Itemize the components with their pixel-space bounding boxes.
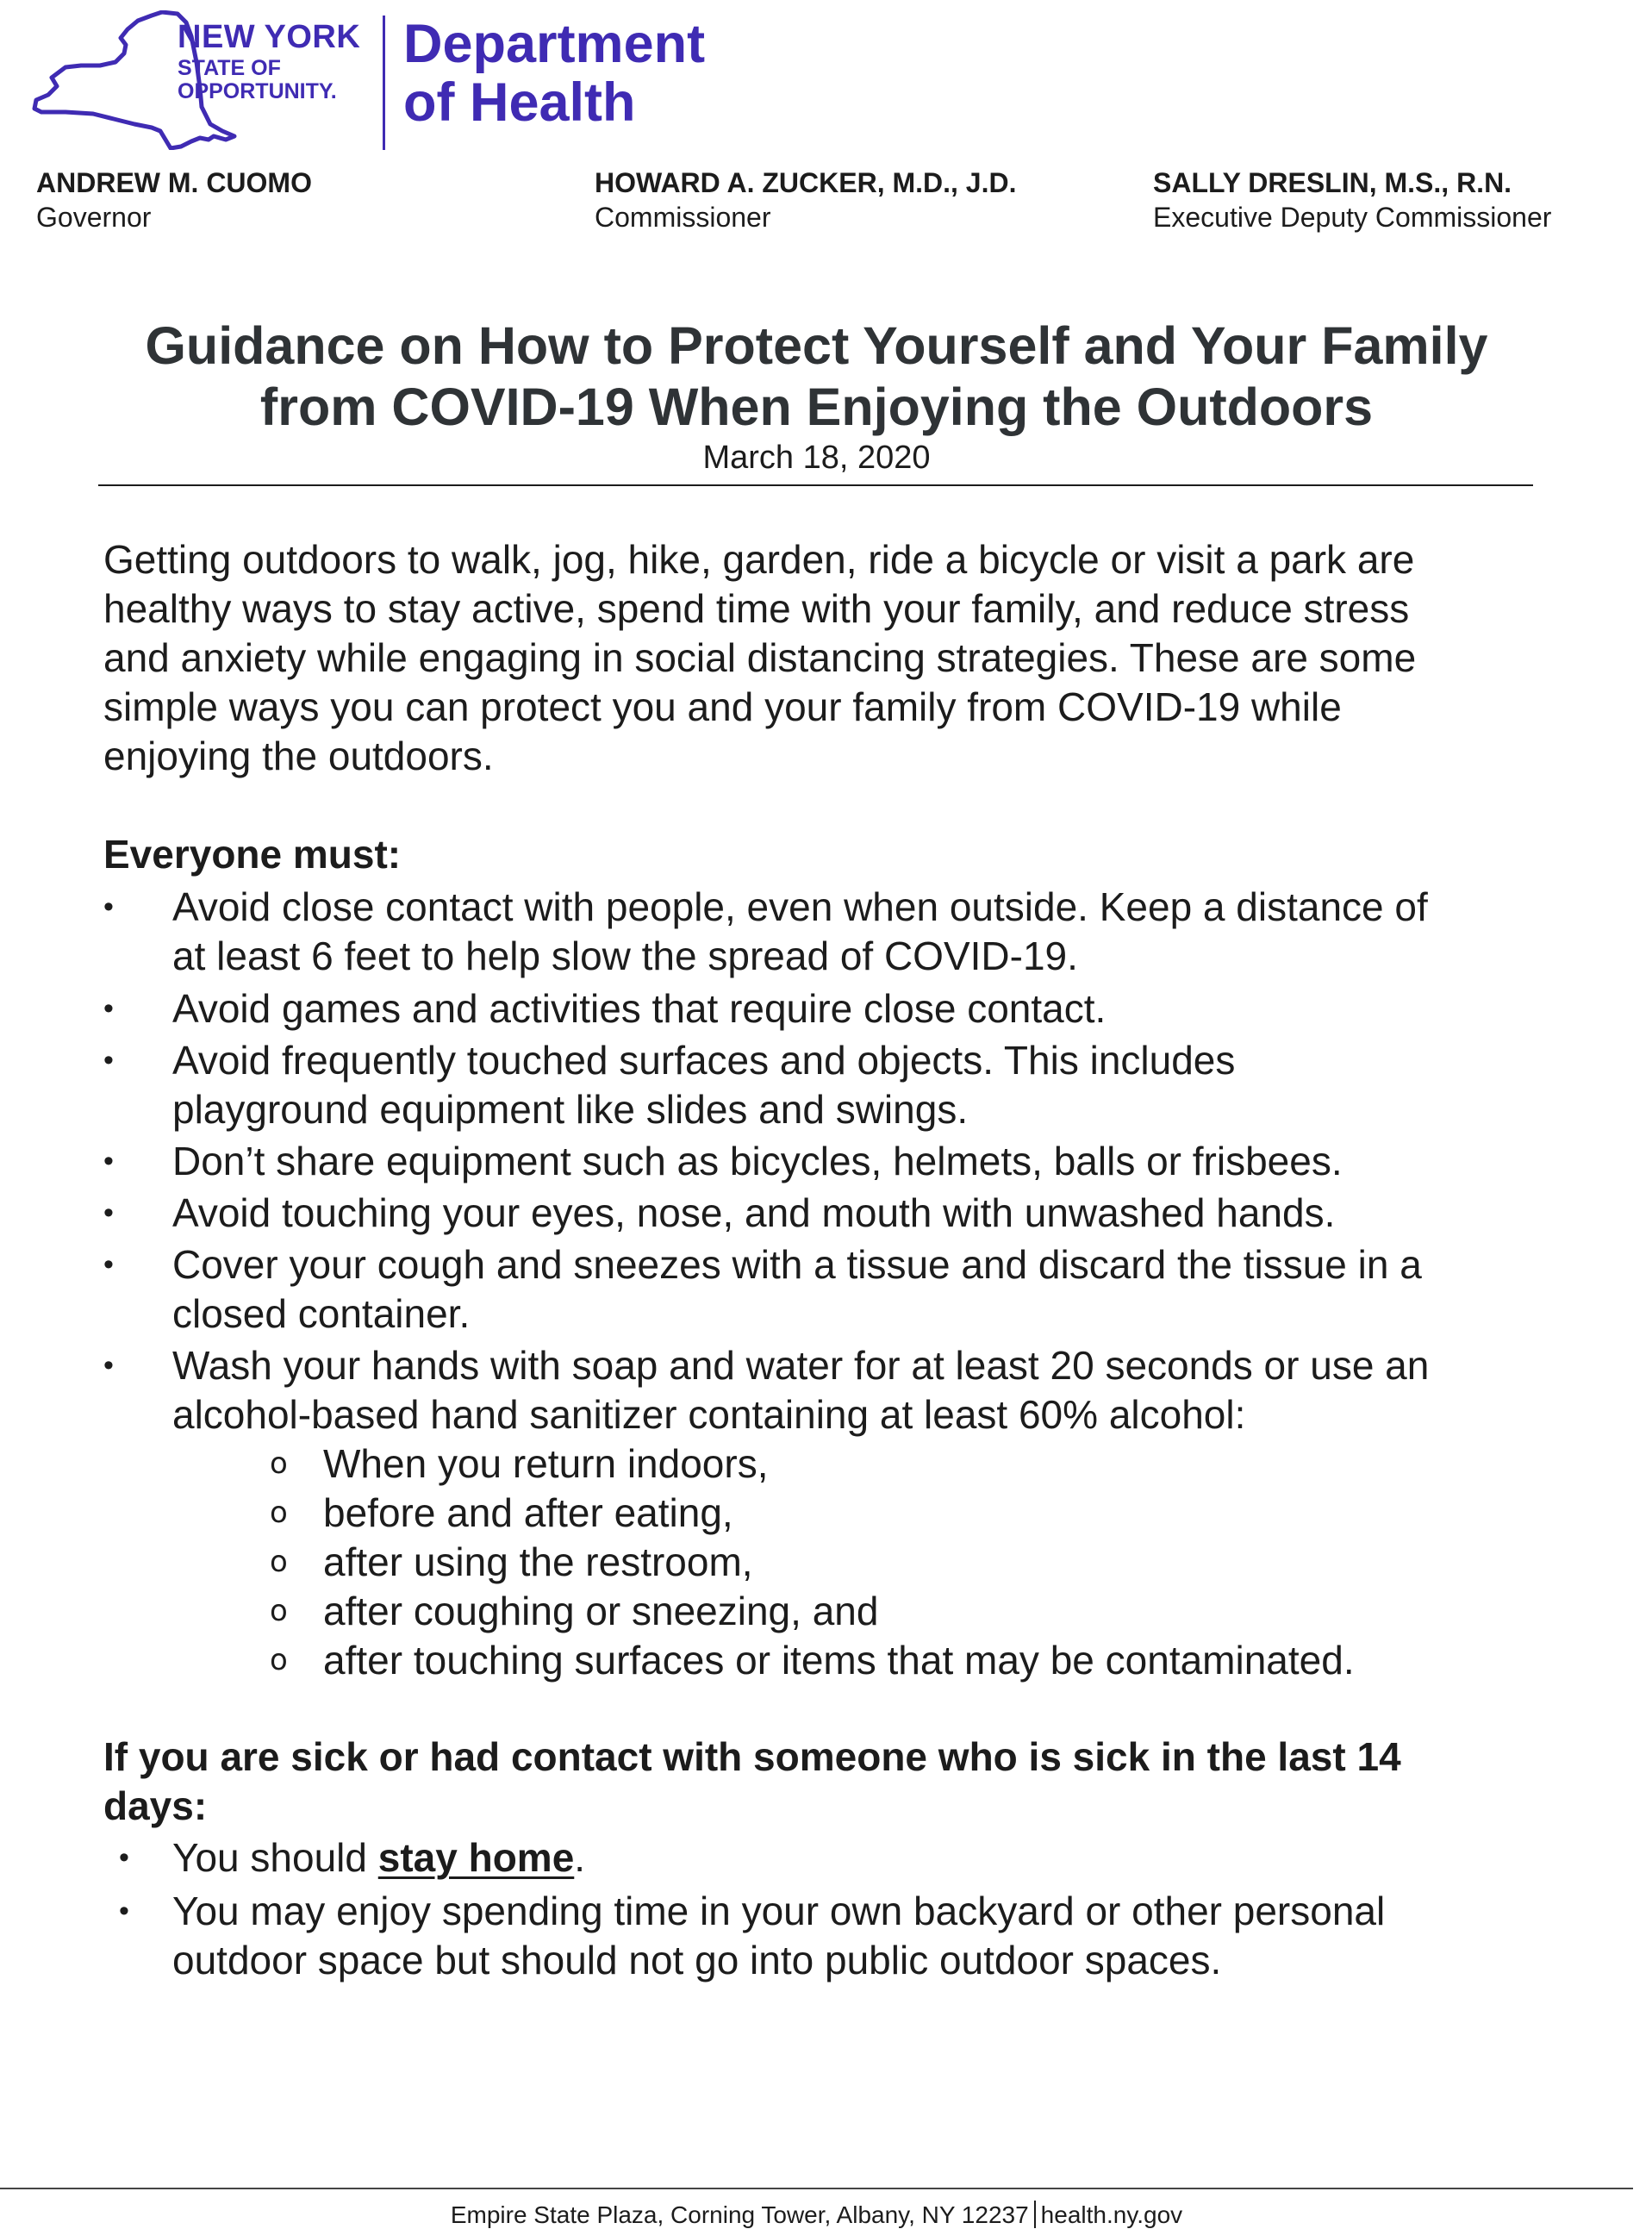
official-2-title: Commissioner <box>595 202 771 233</box>
intro-line: enjoying the outdoors. <box>103 734 494 778</box>
footer-divider <box>0 2188 1633 2189</box>
handwash-sub-item-4: after coughing or sneezing, and <box>323 1589 879 1633</box>
hollow-bullet-icon: o <box>270 1643 288 1677</box>
hollow-bullet-icon: o <box>270 1495 288 1530</box>
everyone-item-3-cont: playground equipment like slides and swings. <box>172 1087 969 1132</box>
intro-line: simple ways you can protect you and your family from COVID-19 while <box>103 684 1342 729</box>
stay-home-link[interactable]: stay home <box>377 1835 575 1880</box>
intro-line: Getting outdoors to walk, jog, hike, garden, ride a bicycle or visit a park are <box>103 537 1415 582</box>
department-name-line2: of Health <box>403 72 636 133</box>
everyone-item-4: Don’t share equipment such as bicycles, helmets, balls or frisbees. <box>172 1139 1343 1183</box>
document-title-line1: Guidance on How to Protect Yourself and Your Family <box>145 316 1488 375</box>
logo-state-of-text: STATE OF <box>178 56 281 80</box>
hollow-bullet-icon: o <box>270 1594 288 1628</box>
everyone-heading: Everyone must: <box>103 832 402 877</box>
handwash-sub-item-2: before and after eating, <box>323 1490 733 1535</box>
footer <box>0 2201 1633 2229</box>
bullet-icon: • <box>103 1196 114 1229</box>
hollow-bullet-icon: o <box>270 1545 288 1579</box>
nys-logo <box>31 10 393 150</box>
intro-line: and anxiety while engaging in social distancing strategies. These are some <box>103 635 1417 680</box>
everyone-item-3: Avoid frequently touched surfaces and objects. This includes <box>172 1038 1236 1083</box>
bullet-icon: • <box>103 1044 114 1077</box>
department-name-line1: Department <box>403 14 706 74</box>
logo-opportunity-text: OPPORTUNITY. <box>178 79 337 103</box>
bullet-icon: • <box>103 992 114 1025</box>
footer-address: Empire State Plaza, Corning Tower, Albany, NY 12237 <box>450 2201 1029 2228</box>
official-2-name: HOWARD A. ZUCKER, M.D., J.D. <box>595 167 1017 198</box>
official-3-name: SALLY DRESLIN, M.S., R.N. <box>1153 167 1512 198</box>
bullet-icon: • <box>103 890 114 923</box>
hollow-bullet-icon: o <box>270 1446 288 1481</box>
logo-new-york-text: NEW YORK <box>178 19 361 55</box>
bullet-icon: • <box>103 1145 114 1177</box>
everyone-item-6-cont: closed container. <box>172 1291 471 1336</box>
everyone-item-1: Avoid close contact with people, even when outside. Keep a distance of <box>172 884 1428 929</box>
sick-item-1-suffix: . <box>574 1835 586 1880</box>
title-divider <box>98 484 1533 486</box>
document-date: March 18, 2020 <box>702 440 931 476</box>
bullet-icon: • <box>119 1841 129 1874</box>
everyone-item-6: Cover your cough and sneezes with a tissue and discard the tissue in a <box>172 1242 1422 1287</box>
footer-website-link[interactable]: health.ny.gov <box>1040 2201 1183 2228</box>
handwash-sub-item-1: When you return indoors, <box>323 1441 769 1486</box>
sick-item-2: You may enjoy spending time in your own backyard or other personal <box>172 1889 1386 1933</box>
handwash-sub-item-5: after touching surfaces or items that may be contaminated. <box>323 1638 1355 1683</box>
sick-item-2-cont: outdoor space but should not go into public outdoor spaces. <box>172 1938 1222 1982</box>
sick-item-1-prefix: You should <box>172 1835 378 1880</box>
logo-divider <box>383 16 385 150</box>
everyone-item-2: Avoid games and activities that require close contact. <box>172 986 1107 1031</box>
official-3-title: Executive Deputy Commissioner <box>1153 202 1552 233</box>
handwash-sub-item-3: after using the restroom, <box>323 1539 753 1584</box>
intro-line: healthy ways to stay active, spend time with your family, and reduce stress <box>103 586 1410 631</box>
bullet-icon: • <box>119 1895 129 1927</box>
everyone-item-5: Avoid touching your eyes, nose, and mouth with unwashed hands. <box>172 1190 1336 1235</box>
footer-separator <box>1034 2201 1036 2228</box>
document-title-line2: from COVID-19 When Enjoying the Outdoors <box>259 378 1374 436</box>
official-1-name: ANDREW M. CUOMO <box>36 167 312 198</box>
everyone-item-7: Wash your hands with soap and water for at least 20 seconds or use an <box>172 1343 1430 1388</box>
sick-heading-line2: days: <box>103 1783 208 1828</box>
official-1-title: Governor <box>36 202 152 233</box>
bullet-icon: • <box>103 1248 114 1281</box>
sick-item-1 <box>172 1833 585 1882</box>
sick-heading-line1: If you are sick or had contact with someone who is sick in the last 14 <box>103 1734 1401 1779</box>
everyone-item-1-cont: at least 6 feet to help slow the spread of COVID-19. <box>172 933 1078 978</box>
intro-paragraph <box>103 535 1416 781</box>
bullet-icon: • <box>103 1349 114 1382</box>
everyone-item-7-cont: alcohol-based hand sanitizer containing at least 60% alcohol: <box>172 1392 1246 1437</box>
